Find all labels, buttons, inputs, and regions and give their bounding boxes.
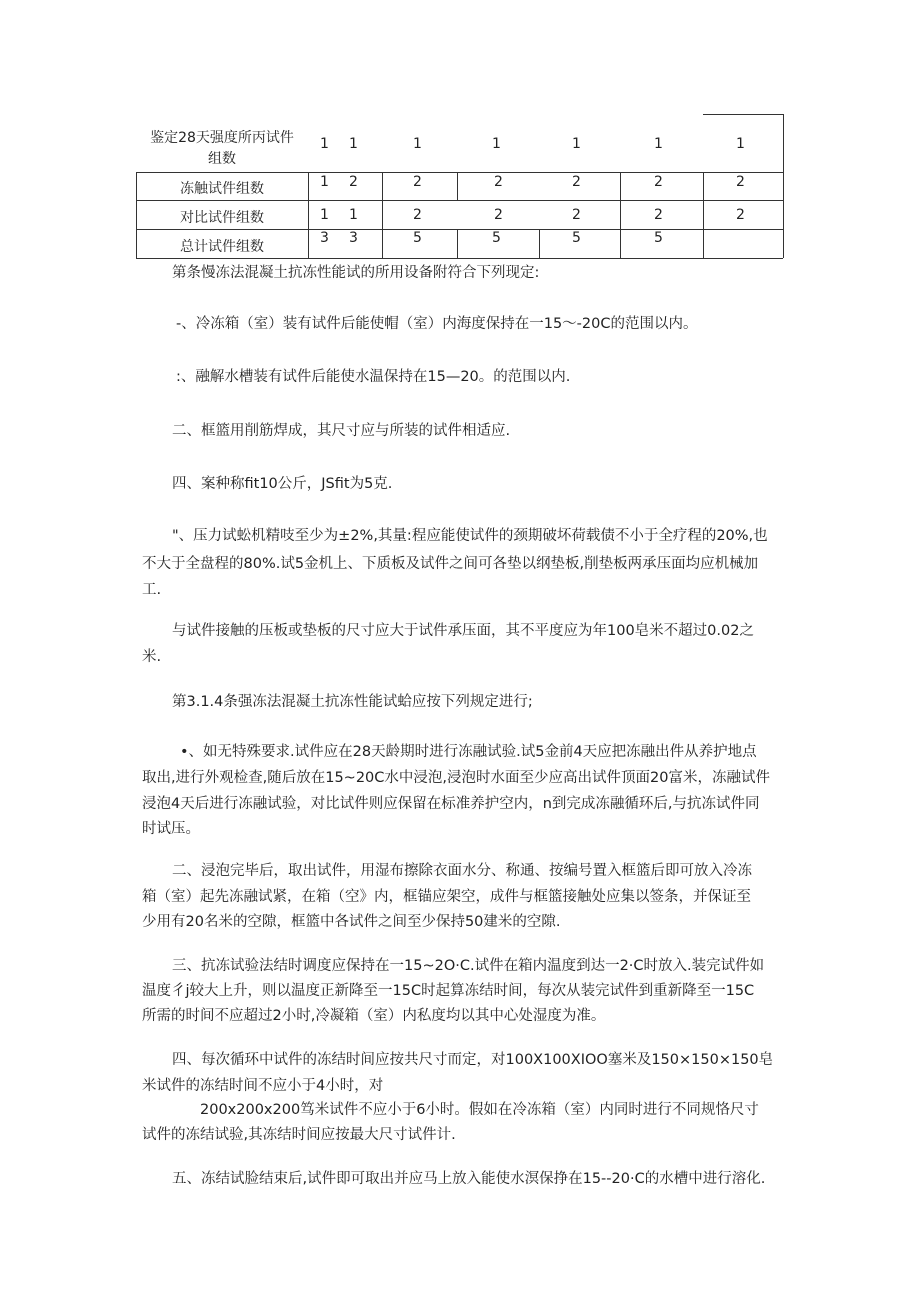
paragraph: 试件的冻结试验,其冻结时间应按最大尺寸试件计.: [142, 1127, 456, 1143]
paragraph: 箱（室）起先冻融试紧，在箱（空》内，框锚应架空，成件与框篮接触处应集以签条，并保证至: [142, 889, 751, 905]
table-line: [136, 172, 783, 173]
paragraph: 200x200x200笃米试件不应小于6小时。假如在冷冻箱（室）内同时进行不同规恪尺寸: [200, 1102, 759, 1118]
table-cell: 2: [413, 174, 422, 190]
row-label: 总计试件组数: [180, 239, 264, 255]
table-cell: 1: [320, 174, 329, 190]
row-label: 鉴定28天强度所丙试件: [150, 130, 294, 146]
paragraph: 米试件的冻结时间不应小于4小时，对: [142, 1078, 384, 1094]
table-cell: 5: [572, 230, 581, 246]
table-cell: 1: [492, 136, 501, 152]
paragraph: 米.: [142, 649, 162, 665]
table-line: [308, 172, 309, 258]
table-cell: 1: [736, 136, 745, 152]
paragraph: 温度彳j较大上升，则以温度正新降至一15C时起算冻结时间，每次从装完试件到重新降至一15C: [142, 983, 755, 999]
table-cell: 5: [492, 230, 501, 246]
paragraph: 五、冻结试脸结束后,试件即可取出并应马上放入能使水溟保挣在15--20·C的水槽中进行溶化.: [172, 1171, 766, 1187]
table-cell: 2: [494, 207, 503, 223]
table-cell: 1: [320, 207, 329, 223]
paragraph: -、冷冻箱（室）装有试件后能使帽（室）内海度保持在一15～-20C的范围以内。: [176, 316, 698, 332]
table-cell: 5: [413, 230, 422, 246]
table-cell: 3: [349, 230, 358, 246]
paragraph: 三、抗冻试验法结时调度应保持在一15~2O·C.试件在箱内温度到达一2·C时放入.装完试件如: [172, 958, 765, 974]
paragraph: 时试压。: [142, 821, 200, 837]
row-label: 组数: [208, 151, 236, 167]
table-line: [620, 172, 621, 258]
row-label: 对比试件组数: [180, 210, 264, 226]
table-cell: 2: [494, 174, 503, 190]
table-cell: 1: [654, 136, 663, 152]
table-line: [539, 229, 540, 258]
table-cell: 2: [349, 174, 358, 190]
table-cell: 2: [572, 207, 581, 223]
paragraph: 少用有20名米的空隙，框篮中各试件之间至少保持50建米的空隙.: [142, 914, 561, 930]
paragraph: 浸泡4天后进行冻融试验，对比试件则应保留在标准养护空内，n到完成冻融循环后,与抗冻试件同: [142, 796, 760, 812]
table-line: [136, 172, 137, 258]
table-cell: 2: [736, 207, 745, 223]
paragraph: 二、框篮用削筋焊成，其尺寸应与所装的试件相适应.: [172, 423, 511, 439]
paragraph: 二、浸泡完毕后，取出试件，用湿布擦除衣面水分、称通、按编号置入框篮后即可放入冷冻: [172, 863, 752, 879]
table-line: [783, 114, 784, 258]
paragraph: 第3.1.4条强冻法混凝土抗冻性能试蛤应按下列规定进行;: [172, 694, 533, 710]
table-line: [382, 172, 383, 258]
paragraph: 四、每次循环中试件的冻结时间应按共尺寸而定，对100X100XIOO塞米及150×150×150皂: [172, 1052, 774, 1068]
paragraph: 第条慢冻法混凝土抗冻性能试的所用设备附符合下列现定:: [172, 265, 540, 281]
row-label: 冻触试件组数: [180, 181, 264, 197]
table-cell: 1: [349, 207, 358, 223]
table-cell: 2: [654, 207, 663, 223]
table-cell: 3: [320, 230, 329, 246]
table-line: [457, 229, 458, 258]
paragraph: •、如无特殊要求.试件应在28天龄期时进行冻融试验.试5金前4天应把冻融出件从养护地点: [180, 744, 757, 760]
table-cell: 5: [654, 230, 663, 246]
table-cell: 1: [349, 136, 358, 152]
paragraph: 工.: [142, 582, 162, 598]
table-cell: 1: [320, 136, 329, 152]
table-line: [136, 229, 783, 230]
paragraph: 取出,进行外观检查,随后放在15~20C水中浸泡,浸泡时水面至少应高出试件顶面20富米，冻融试件: [142, 770, 770, 786]
table-cell: 2: [572, 174, 581, 190]
table-line: [703, 114, 783, 115]
table-cell: 2: [413, 207, 422, 223]
table-line: [136, 200, 783, 201]
table-cell: 2: [654, 174, 663, 190]
table-cell: 1: [572, 136, 581, 152]
table-line: [703, 172, 704, 258]
paragraph: 不大于全盘程的80%.试5金机上、下质板及试件之间可各垫以纲垫板,削垫板两承压面均应机械加: [142, 556, 759, 572]
paragraph: :、融解水槽装有试件后能使水温保持在15—20。的范围以内.: [176, 369, 571, 385]
table-line: [457, 172, 458, 200]
paragraph: 四、案种称fit10公斤，JSfit为5克.: [172, 476, 393, 492]
table-cell: 1: [413, 136, 422, 152]
table-cell: 2: [736, 174, 745, 190]
paragraph: 与试件接触的压板或垫板的尺寸应大于试件承压面，其不平度应为年100皂米不超过0.02之: [172, 623, 754, 639]
paragraph: 所需的时间不应超过2小时,冷凝箱（室）内私度均以其中心处湿度为准。: [142, 1008, 606, 1024]
paragraph: "、压力试蚣机精吱至少为±2%,其量:程应能使试件的颈期破坏荷载债不小于全疗程的20%,也: [172, 528, 768, 544]
